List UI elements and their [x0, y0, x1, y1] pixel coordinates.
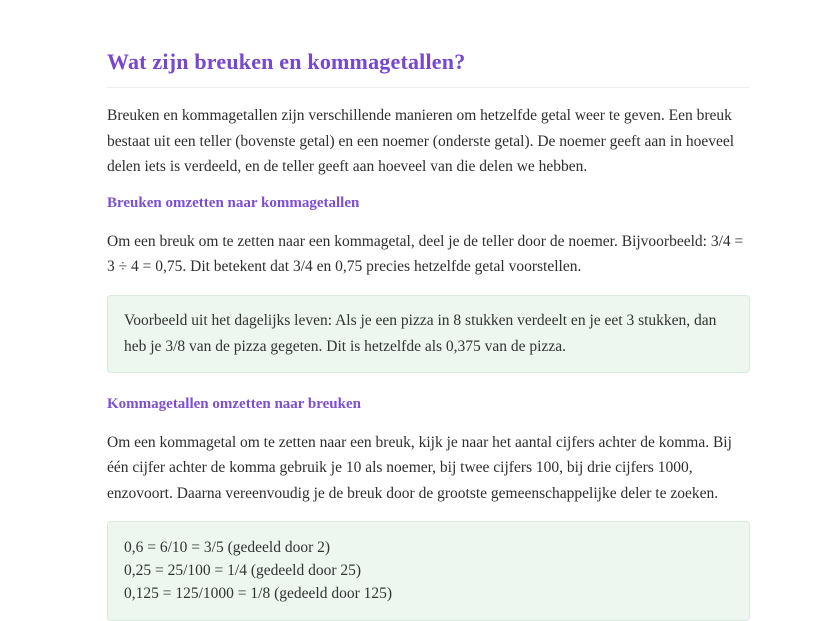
section-heading-breuken-naar-kommagetallen: Breuken omzetten naar kommagetallen: [107, 194, 360, 211]
page-title: Wat zijn breuken en kommagetallen?: [107, 47, 750, 88]
example-line: 0,25 = 25/100 = 1/4 (gedeeld door 25): [124, 562, 362, 579]
intro-paragraph: Breuken en kommagetallen zijn verschillende manieren om hetzelfde getal weer te geven. Een breuk bestaat uit een teller (bovenste getal) en een noemer (onderste getal). De noemer geeft aan in hoeveel delen iets is verdeeld, en de teller geeft aan hoeveel van die delen we hebben.: [107, 107, 735, 175]
example-line: 0,125 = 125/1000 = 1/8 (gedeeld door 125): [124, 585, 393, 602]
example-line: 0,6 = 6/10 = 3/5 (gedeeld door 2): [124, 539, 331, 556]
example-text: Voorbeeld uit het dagelijks leven: Als je een pizza in 8 stukken verdeelt en je eet 3 stukken, dan heb je 3/8 van de pizza gegeten. Dit is hetzelfde als 0,375 van de pizza.: [124, 311, 717, 355]
section-body-kommagetallen-naar-breuken: Om een kommagetal om te zetten naar een breuk, kijk je naar het aantal cijfers achter de komma. Bij één cijfer achter de komma gebruik je 10 als noemer, bij twee cijfers 100, bij drie cijfers 1000, enzovoort. Daarna vereenvoudig je de breuk door de grootste gemeenschappelijke deler te zoeken.: [107, 433, 732, 502]
example-box-conversions: [107, 521, 750, 621]
section-body-breuken-naar-kommagetallen: Om een breuk om te zetten naar een kommagetal, deel je de teller door de noemer. Bijvoorbeeld: 3/4 = 3 ÷ 4 = 0,75. Dit betekent dat 3/4 en 0,75 precies hetzelfde getal voorstellen.: [107, 232, 744, 275]
article-content: [107, 0, 750, 621]
section-heading-kommagetallen-naar-breuken: Kommagetallen omzetten naar breuken: [107, 395, 361, 412]
example-box-pizza: [107, 295, 750, 373]
